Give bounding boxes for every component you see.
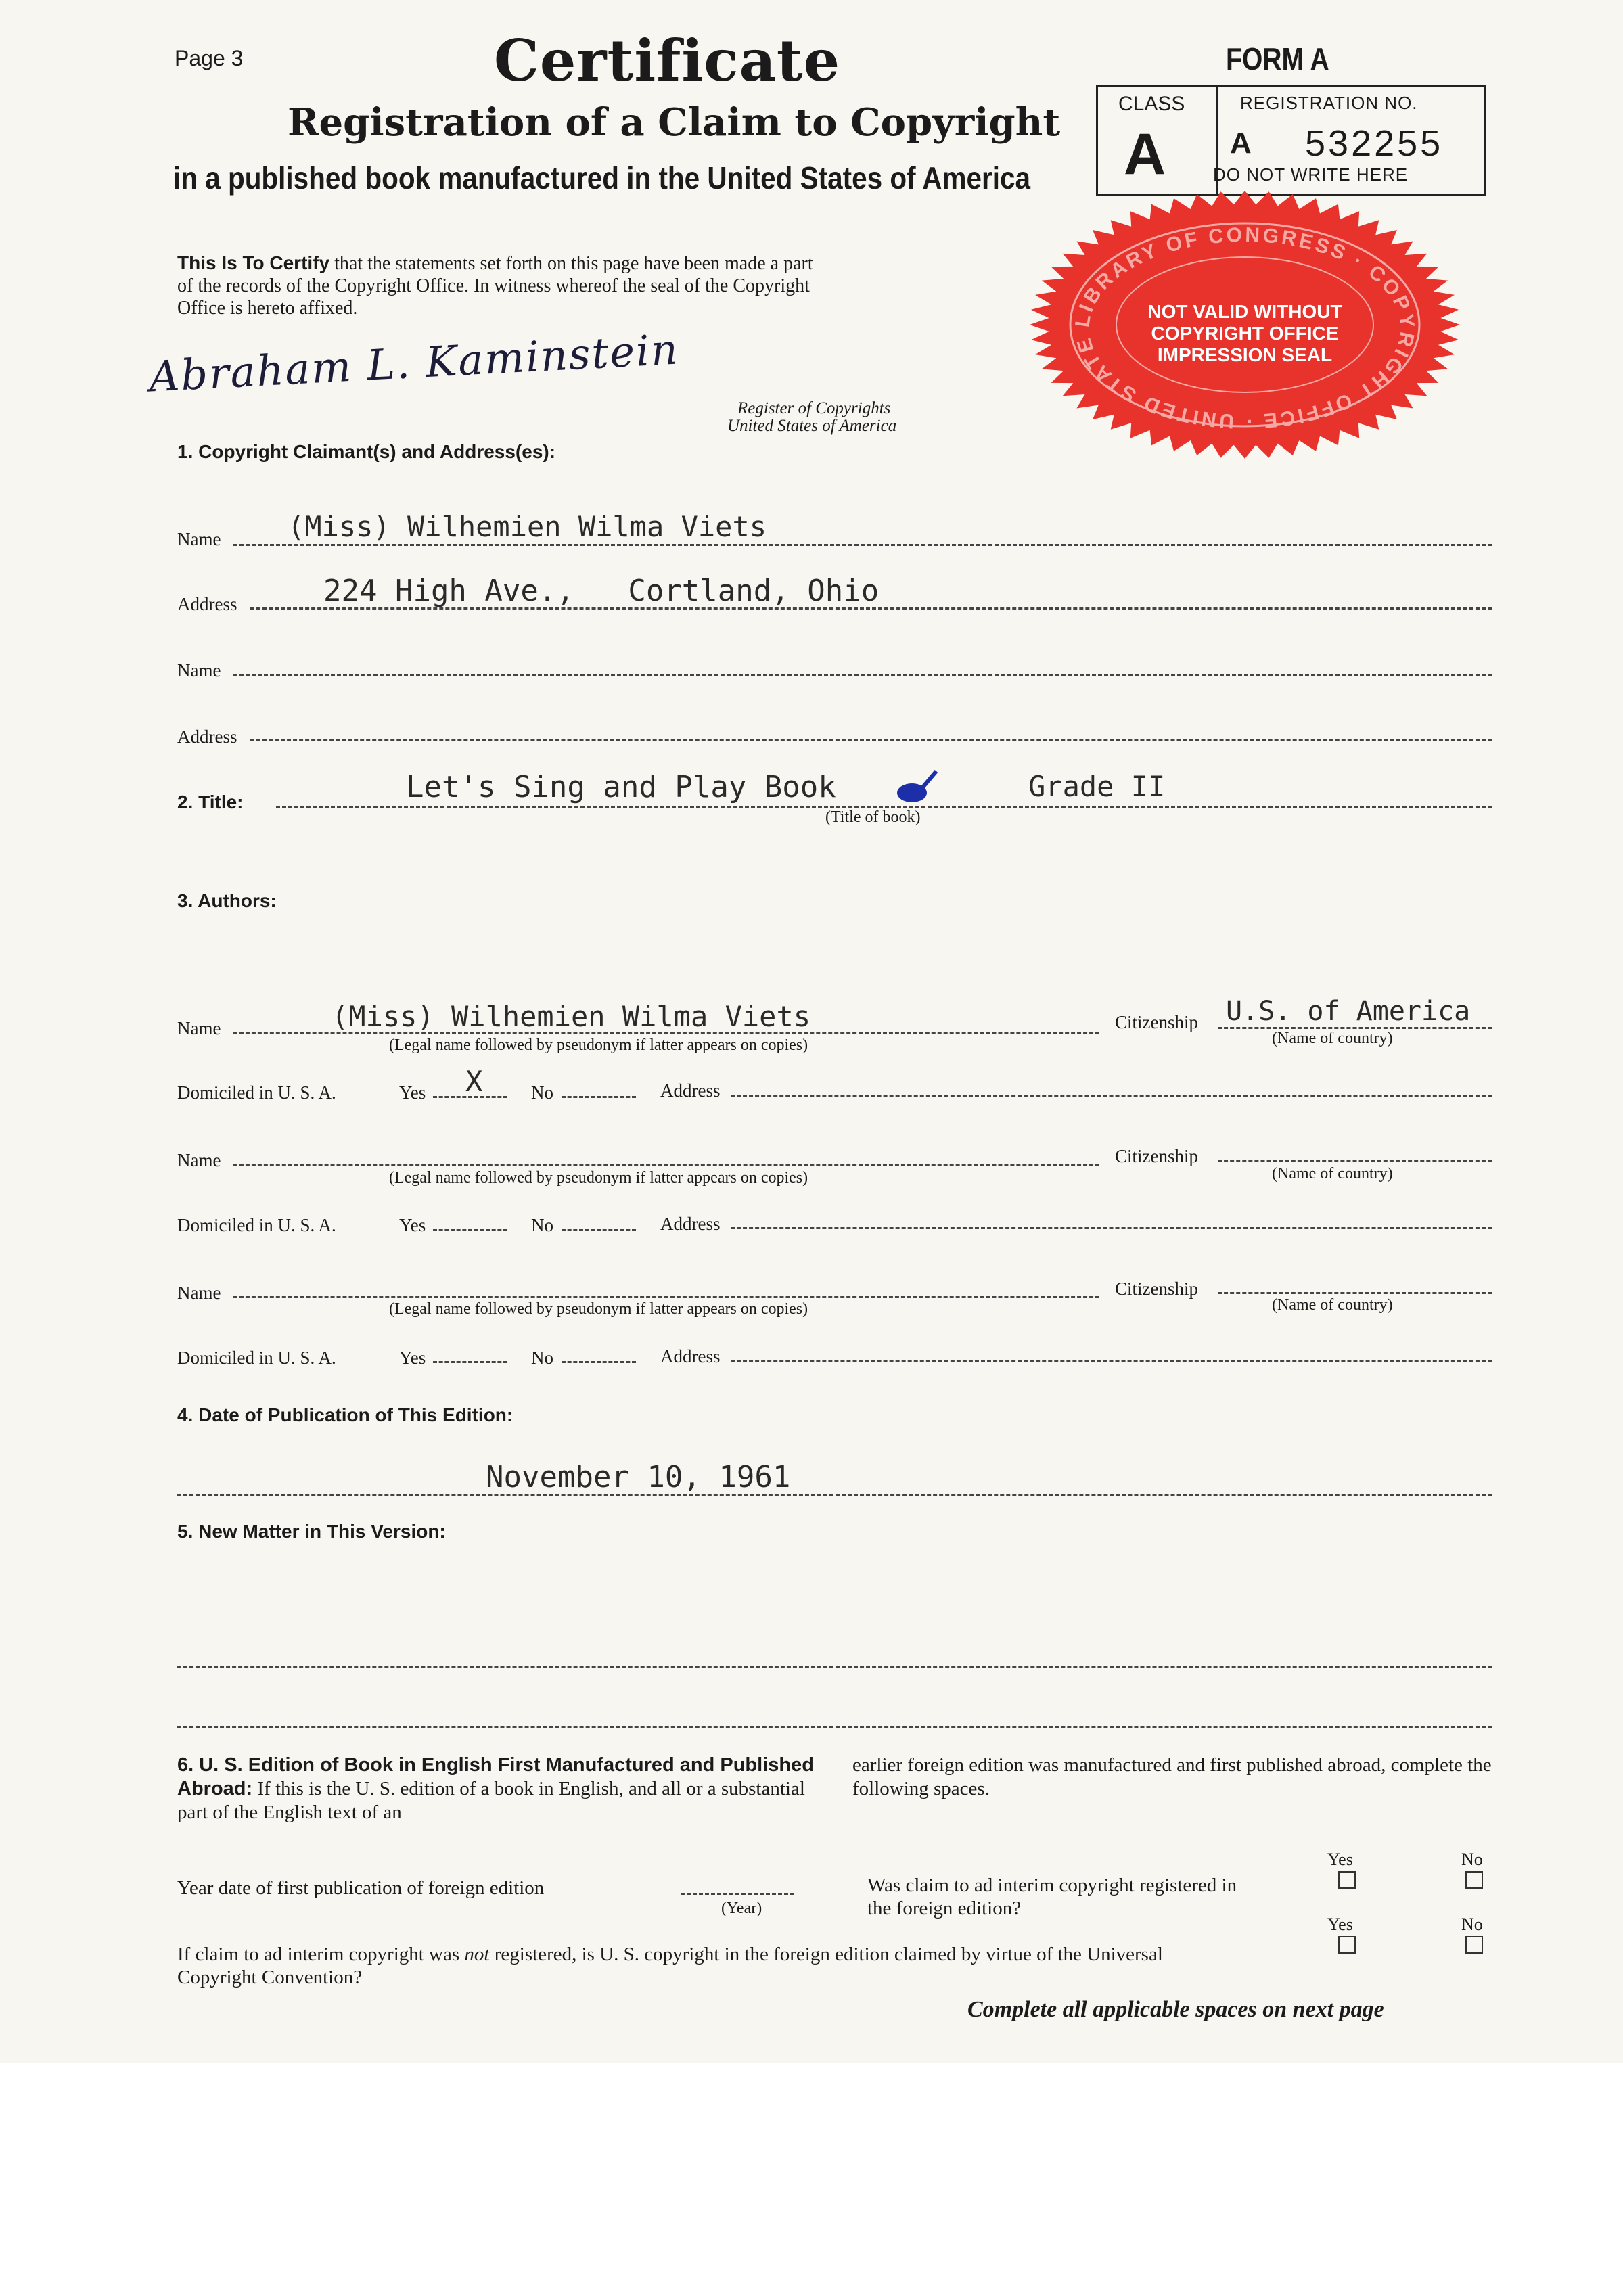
certificate-title: Certificate: [494, 27, 841, 94]
certificate-subtitle: Registration of a Claim to Copyright: [288, 100, 1061, 145]
author-1-domiciled-yes-mark[interactable]: X: [465, 1065, 483, 1098]
q2-no-checkbox[interactable]: [1465, 1936, 1483, 1954]
certification-text: [177, 252, 1043, 319]
section-6-text-left: If this is the U. S. edition of a book in English, and all or a substantial part of the English text of an: [177, 1778, 805, 1823]
section-6-left-text: [177, 1753, 820, 1824]
certification-lead: This Is To Certify: [177, 252, 330, 273]
impression-seal: [1025, 189, 1465, 460]
author-2-legal-caption: (Legal name followed by pseudonym if latter appears on copies): [389, 1169, 808, 1187]
author-3-name-line: [233, 1296, 1099, 1298]
author-3-no-label: No: [531, 1348, 553, 1368]
section-6-label: 6. U. S. Edition of Book in English First Manufactured and Published Abroad:: [177, 1754, 814, 1799]
author-1-citizenship-line: [1218, 1027, 1492, 1029]
register-signature: Abraham L. Kaminstein: [147, 324, 681, 402]
q2-yes-checkbox[interactable]: [1338, 1936, 1356, 1954]
certification-line-3: Office is hereto affixed.: [177, 298, 358, 319]
foreign-year-label: Year date of first publication of foreign edition: [177, 1877, 545, 1899]
claimant-1-address-label: Address: [177, 594, 237, 614]
claimant-1-address[interactable]: 224 High Ave., Cortland, Ohio: [323, 574, 879, 608]
ucc-question-not: not: [464, 1944, 490, 1965]
foreign-year-caption: (Year): [721, 1900, 762, 1917]
author-1-legal-caption: (Legal name followed by pseudonym if latter appears on copies): [389, 1036, 808, 1054]
new-matter-line-1: [177, 1666, 1492, 1668]
author-1-no-line: [562, 1096, 636, 1098]
publication-date-line: [177, 1494, 1492, 1496]
new-matter-line-2: [177, 1726, 1492, 1728]
section-5-label: 5. New Matter in This Version:: [177, 1521, 446, 1542]
author-2-citizenship-line: [1218, 1160, 1492, 1162]
author-2-address-label: Address: [660, 1214, 721, 1234]
registration-label: REGISTRATION NO.: [1240, 93, 1418, 113]
claimant-2-address-line: [250, 739, 1492, 741]
certificate-subtitle-2: in a published book manufactured in the United States of America: [173, 160, 1031, 196]
author-2-country-caption: (Name of country): [1272, 1165, 1393, 1183]
claimant-2-address-label: Address: [177, 727, 237, 747]
section-6-text-right: earlier foreign edition was manufactured and first published abroad, complete the following spaces.: [852, 1754, 1492, 1799]
claimant-1-name-line: [233, 544, 1492, 546]
claimant-2-name-label: Name: [177, 660, 221, 681]
author-3-address-line: [731, 1360, 1492, 1362]
section-3-label: 3. Authors:: [177, 890, 277, 911]
seal-line-1: NOT VALID WITHOUT: [1147, 301, 1342, 322]
q2-yes-label: Yes: [1327, 1914, 1353, 1934]
class-value: A: [1124, 122, 1166, 187]
author-1-address-label: Address: [660, 1080, 721, 1101]
footer-note: Complete all applicable spaces on next page: [967, 1997, 1384, 2022]
book-grade[interactable]: Grade II: [1028, 770, 1166, 803]
section-4-label: 4. Date of Publication of This Edition:: [177, 1404, 513, 1425]
seal-line-3: IMPRESSION SEAL: [1157, 344, 1333, 365]
title-caption: (Title of book): [825, 808, 921, 826]
ucc-question-part-1: If claim to ad interim copyright was: [177, 1944, 460, 1965]
author-2-no-label: No: [531, 1215, 553, 1235]
author-1-no-label: No: [531, 1082, 553, 1103]
author-3-name-label: Name: [177, 1283, 221, 1303]
registration-box: [1096, 85, 1486, 196]
author-2-address-line: [731, 1227, 1492, 1229]
author-3-country-caption: (Name of country): [1272, 1296, 1393, 1314]
author-1-name-label: Name: [177, 1018, 221, 1038]
form-label: FORM A: [1226, 41, 1329, 76]
author-3-no-line: [562, 1361, 636, 1363]
author-2-citizenship-label: Citizenship: [1115, 1146, 1198, 1166]
ucc-question-part-2: registered, is U. S. copyright in the foreign edition claimed by virtue of the Universal Copyright Convention?: [177, 1944, 1163, 1988]
book-title[interactable]: Let's Sing and Play Book: [406, 770, 836, 804]
registration-prefix: A: [1230, 127, 1252, 160]
foreign-year-line: [681, 1893, 794, 1895]
author-1-country-caption: (Name of country): [1272, 1030, 1393, 1047]
ad-interim-question: Was claim to ad interim copyright registered in the foreign edition?: [867, 1875, 1237, 1919]
certification-line-2: of the records of the Copyright Office. In witness whereof the seal of the Copyright: [177, 275, 810, 296]
q1-yes-label: Yes: [1327, 1850, 1353, 1869]
author-1-domiciled-label: Domiciled in U. S. A.: [177, 1082, 336, 1103]
seal-line-2: COPYRIGHT OFFICE: [1151, 323, 1339, 344]
author-1-citizenship-label: Citizenship: [1115, 1012, 1198, 1032]
author-1-yes-label: Yes: [399, 1082, 426, 1103]
author-3-legal-caption: (Legal name followed by pseudonym if latter appears on copies): [389, 1300, 808, 1318]
certification-line-1: that the statements set forth on this page have been made a part: [334, 253, 813, 274]
author-2-yes-label: Yes: [399, 1215, 426, 1235]
author-3-citizenship-label: Citizenship: [1115, 1279, 1198, 1299]
claimant-1-name[interactable]: (Miss) Wilhemien Wilma Viets: [288, 510, 767, 543]
q2-no-label: No: [1461, 1914, 1483, 1934]
author-2-no-line: [562, 1229, 636, 1231]
page-number: Page 3: [175, 46, 244, 70]
registration-number: 532255: [1305, 123, 1444, 164]
do-not-write-note: DO NOT WRITE HERE: [1213, 164, 1409, 185]
author-1-citizenship[interactable]: U.S. of America: [1226, 996, 1471, 1027]
author-3-yes-label: Yes: [399, 1348, 426, 1368]
seal-ring-text: LIBRARY OF CONGRESS · COPYRIGHT OFFICE · UNITED STATE: [1071, 223, 1419, 433]
author-2-domiciled-label: Domiciled in U. S. A.: [177, 1215, 336, 1235]
author-1-address-line: [731, 1095, 1492, 1097]
register-title-1: Register of Copyrights: [737, 399, 891, 417]
section-1-label: 1. Copyright Claimant(s) and Address(es):: [177, 441, 556, 462]
author-2-name-label: Name: [177, 1150, 221, 1170]
q1-no-checkbox[interactable]: [1465, 1871, 1483, 1889]
register-title-2: United States of America: [727, 417, 897, 435]
author-3-citizenship-line: [1218, 1292, 1492, 1294]
claimant-1-name-label: Name: [177, 529, 221, 549]
author-2-name-line: [233, 1164, 1099, 1166]
ink-blot-icon: [892, 768, 939, 809]
ucc-question: [177, 1943, 1233, 1989]
section-2-label: 2. Title:: [177, 791, 244, 812]
author-3-address-label: Address: [660, 1346, 721, 1367]
author-2-yes-line: [433, 1229, 507, 1231]
publication-date[interactable]: November 10, 1961: [486, 1460, 791, 1494]
q1-yes-checkbox[interactable]: [1338, 1871, 1356, 1889]
q1-no-label: No: [1461, 1850, 1483, 1869]
claimant-2-name-line: [233, 674, 1492, 676]
author-3-domiciled-label: Domiciled in U. S. A.: [177, 1348, 336, 1368]
class-label: CLASS: [1118, 93, 1185, 115]
author-3-yes-line: [433, 1361, 507, 1363]
author-1-name[interactable]: (Miss) Wilhemien Wilma Viets: [332, 1000, 811, 1033]
